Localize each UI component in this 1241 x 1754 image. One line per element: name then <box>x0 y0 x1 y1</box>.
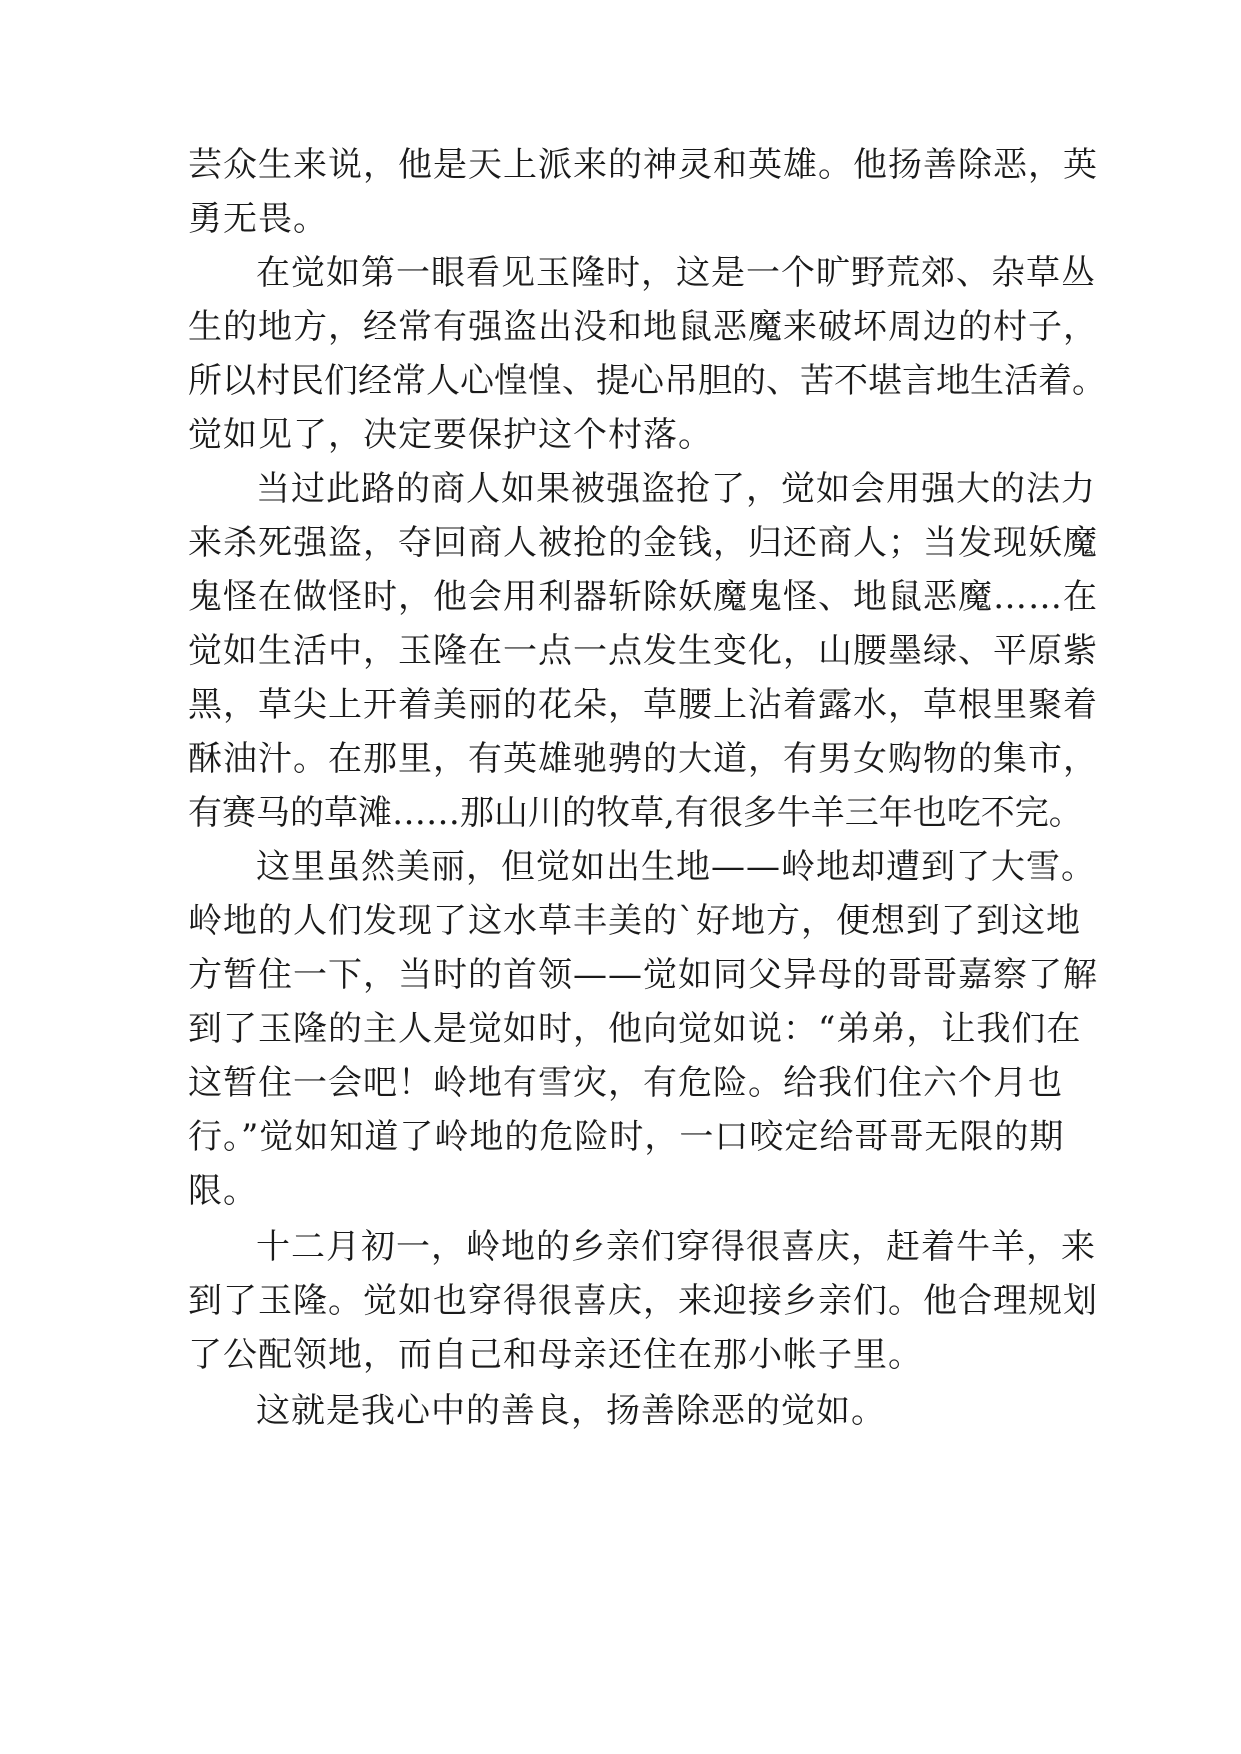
text-line: 限。 <box>188 1171 258 1211</box>
text-line: 行。”觉如知道了岭地的危险时，一口咬定给哥哥无限的期 <box>188 1117 1065 1157</box>
text-line: 到了玉隆的主人是觉如时，他向觉如说：“弟弟，让我们在 <box>188 1009 1082 1049</box>
text-line: 到了玉隆。觉如也穿得很喜庆，来迎接乡亲们。他合理规划 <box>188 1281 1098 1321</box>
text-line: 黑，草尖上开着美丽的花朵，草腰上沾着露水，草根里聚着 <box>188 685 1098 725</box>
text-line: 生的地方，经常有强盗出没和地鼠恶魔来破坏周边的村子， <box>188 307 1098 347</box>
text-line: 所以村民们经常人心惶惶、提心吊胆的、苦不堪言地生活着。 <box>188 361 1106 401</box>
text-line: 觉如生活中，玉隆在一点一点发生变化，山腰墨绿、平原紫 <box>188 631 1098 671</box>
text-line: 岭地的人们发现了这水草丰美的`好地方，便想到了到这地 <box>188 901 1081 941</box>
text-line: 有赛马的草滩……那山川的牧草,有很多牛羊三年也吃不完。 <box>188 793 1083 833</box>
paragraph-first-line: 这就是我心中的善良，扬善除恶的觉如。 <box>256 1391 886 1431</box>
text-line: 觉如见了，决定要保护这个村落。 <box>188 415 713 455</box>
paragraph-first-line: 十二月初一，岭地的乡亲们穿得很喜庆，赶着牛羊，来 <box>256 1227 1096 1267</box>
text-line: 这暂住一会吧！岭地有雪灾，有危险。给我们住六个月也 <box>188 1063 1063 1103</box>
text-line: 芸众生来说，他是天上派来的神灵和英雄。他扬善除恶，英 <box>188 145 1098 185</box>
text-line: 鬼怪在做怪时，他会用利器斩除妖魔鬼怪、地鼠恶魔……在 <box>188 577 1098 617</box>
paragraph-first-line: 这里虽然美丽，但觉如出生地——岭地却遭到了大雪。 <box>256 847 1096 887</box>
text-line: 来杀死强盗，夺回商人被抢的金钱，归还商人；当发现妖魔 <box>188 523 1098 563</box>
text-line: 方暂住一下，当时的首领——觉如同父异母的哥哥嘉察了解 <box>188 955 1098 995</box>
text-line: 了公配领地，而自己和母亲还住在那小帐子里。 <box>188 1335 923 1375</box>
paragraph-first-line: 当过此路的商人如果被强盗抢了，觉如会用强大的法力 <box>256 469 1096 509</box>
text-line: 勇无畏。 <box>188 199 328 239</box>
paragraph-first-line: 在觉如第一眼看见玉隆时，这是一个旷野荒郊、杂草丛 <box>256 253 1096 293</box>
text-line: 酥油汁。在那里，有英雄驰骋的大道，有男女购物的集市， <box>188 739 1098 779</box>
